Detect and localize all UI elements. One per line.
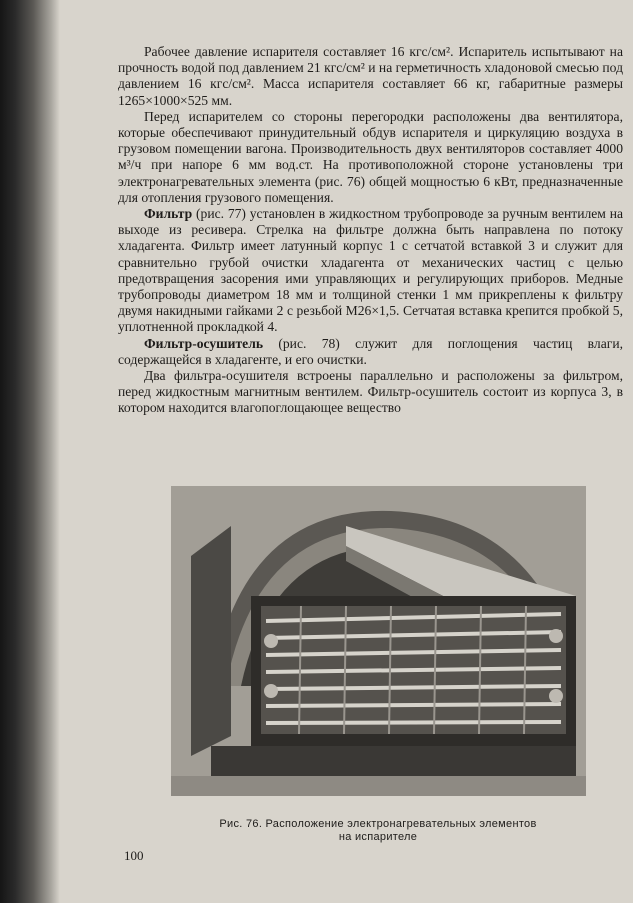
- paragraph-1: Рабочее давление испарителя составляет 16 кгс/см². Испаритель испытывают на прочность водой под давлением 21 кгс/см² и на герметичность хладоновой смесью под давлением 16 кгс/см². Масса испарителя составляет 66 кг, габаритные размеры 1265×1000×525 мм.: [118, 44, 623, 108]
- caption-line-1: Рис. 76. Расположение электронагревательных элементов: [219, 818, 537, 830]
- figure-photo-evaporator: [171, 486, 586, 796]
- page-number: 100: [124, 848, 144, 863]
- paragraph-4: Фильтр-осушитель (рис. 78) служит для поглощения частиц влаги, содержащейся в хладагенте, и его очистки.: [118, 335, 623, 367]
- book-spine-shadow: [0, 0, 60, 903]
- paragraph-3: Фильтр (рис. 77) установлен в жидкостном трубопроводе за ручным вентилем на выходе из ресивера. Стрелка на фильтре должна быть направлена по потоку хладагента. Фильтр имеет латунный корпус 1 с сетчатой вставкой 3 и служит для сравнительно грубой очистки хладагента от механических частиц с целью предотвращения засорения ими управляющих и регулирующих приборов. Медные трубопроводы диаметром 18 мм и толщиной стенки 1 мм прикреплены к фильтру двумя накидными гайками 2 с резьбой М26×1,5. Сетчатая вставка крепится пробкой 5, уплотненной прокладкой 4.: [118, 206, 623, 335]
- body-text: [118, 44, 623, 417]
- figure-caption: [168, 818, 588, 844]
- evaporator-photo-illustration: [171, 486, 586, 796]
- paragraph-2: Перед испарителем со стороны перегородки расположены два вентилятора, которые обеспечивают принудительный обдув испарителя и циркуляцию воздуха в грузовом помещении вагона. Производительность двух вентиляторов составляет 4000 м³/ч при напоре 6 мм вод.ст. На противоположной стороне установлены три электронагревательных элемента (рис. 76) общей мощностью 6 кВт, предназначенные для отопления грузового помещения.: [118, 108, 623, 205]
- paragraph-5: Два фильтра-осушителя встроены параллельно и расположены за фильтром, перед жидкостным магнитным вентилем. Фильтр-осушитель состоит из корпуса 3, в котором находится влагопоглощающее вещество: [118, 368, 623, 416]
- term-filter-dryer: Фильтр-осушитель: [144, 335, 264, 351]
- caption-line-2: на испарителе: [338, 831, 418, 843]
- term-filter: Фильтр: [144, 206, 193, 222]
